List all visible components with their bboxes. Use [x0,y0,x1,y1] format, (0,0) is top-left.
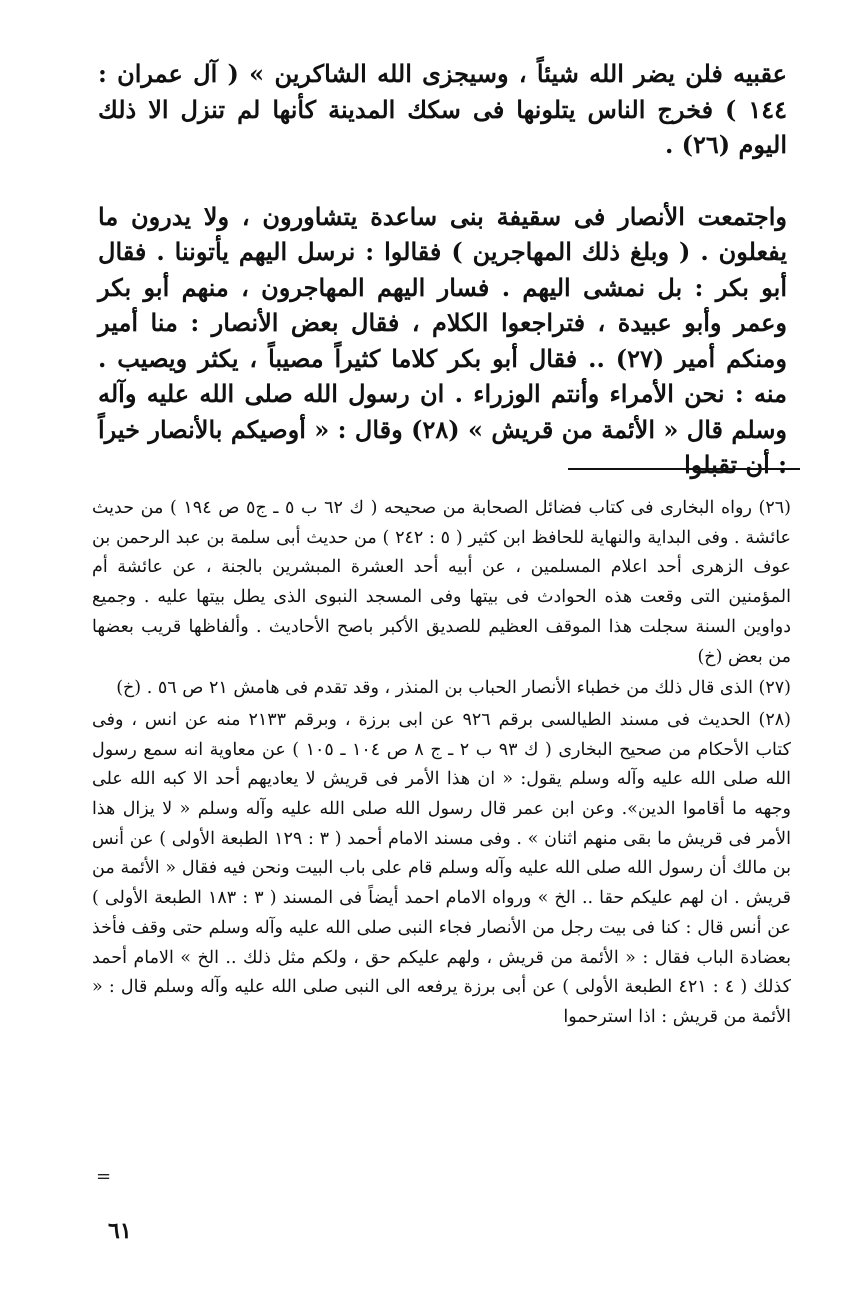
footnote-separator [568,468,800,470]
page-number: ٦١ [108,1218,132,1244]
continuation-mark: = [96,1166,112,1187]
main-text [98,56,787,483]
main-paragraph-1: عقبيه فلن يضر الله شيئاً ، وسيجزى الله الشاكرين » ( آل عمران : ١٤٤ ) فخرج الناس يتلونها فى سكك المدينة كأنها لم تنزل الا ذلك اليوم (٢٦) . [98,59,787,159]
footnotes [92,494,791,1033]
main-paragraph-2: واجتمعت الأنصار فى سقيفة بنى ساعدة يتشاورون ، ولا يدرون ما يفعلون . ( وبلغ ذلك المهاجرين ) فقالوا : نرسل اليهم يأتوننا . فقال أبو بكر : بل نمشى اليهم . فسار اليهم المهاجرون ، منهم أبو بكر وعمر وأبو عبيدة ، فتراجعوا الكلام ، فقال بعض الأنصار : منا أمير ومنكم أمير (٢٧) .. فقال أبو بكر كلاما كثيراً مصيباً ، يكثر ويصيب . منه : نحن الأمراء وأنتم الوزراء . ان رسول الله صلى الله عليه وآله وسلم قال « الأئمة من قريش » (٢٨) وقال : « أوصيكم بالأنصار خيراً : أن تقبلوا [98,201,788,479]
footnote-27: (٢٧) الذى قال ذلك من خطباء الأنصار الحباب بن المنذر ، وقد تقدم فى هامش ٢١ ص ٥٦ . (خ) [116,678,791,699]
footnote-26: (٢٦) رواه البخارى فى كتاب فضائل الصحابة من صحيحه ( ك ٦٢ ب ٥ ـ ج٥ ص ١٩٤ ) من حديث عائشة . وفى البداية والنهاية للحافظ ابن كثير ( ٥ : ٢٤٢ ) من حديث أبى سلمة بن عبد الرحمن بن عوف الزهرى أحد اعلام المسلمين ، عن أبيه أحد العشرة المبشرين بالجنة ، عن عائشة أم المؤمنين التى وقعت هذه الحوادث فى بيتها وفى المسجد النبوى الذى يطل بيتها عليه . وجميع دواوين السنة سجلت هذا الموقف العظيم للصديق الأكبر باصح الأحاديث . وألفاظها قريب بعضها من بعض (خ) [92,498,791,667]
footnote-28: (٢٨) الحديث فى مسند الطيالسى برقم ٩٢٦ عن ابى برزة ، وبرقم ٢١٣٣ منه عن انس ، وفى كتاب الأحكام من صحيح البخارى ( ك ٩٣ ب ٢ ـ ج ٨ ص ١٠٤ ـ ١٠٥ ) عن معاوية انه سمع رسول الله صلى الله عليه وآله وسلم يقول: « ان هذا الأمر فى قريش لا يعاديهم أحد الا كبه الله على وجهه ما أقاموا الدين». وعن ابن عمر قال رسول الله صلى الله عليه وآله وسلم « لا يزال هذا الأمر فى قريش ما بقى منهم اثنان » . وفى مسند الامام أحمد ( ٣ : ١٢٩ الطبعة الأولى ) عن أنس بن مالك أن رسول الله صلى الله عليه وآله وسلم قام على باب البيت ونحن فيه فقال « الأئمة من قريش . ان لهم عليكم حقا .. الخ » ورواه الامام احمد أيضاً فى المسند ( ٣ : ١٨٣ الطبعة الأولى ) عن أنس قال : كنا فى بيت رجل من الأنصار فجاء النبى صلى الله عليه وآله وسلم حتى وقف فأخذ بعضادة الباب فقال : « الأئمة من قريش ، ولهم عليكم حق ، ولكم مثل ذلك .. الخ » الامام أحمد كذلك ( ٤ : ٤٢١ الطبعة الأولى ) عن أبى برزة يرفعه الى النبى صلى الله عليه وآله وسلم قال : « الأئمة من قريش : اذا استرحموا [92,709,792,1027]
